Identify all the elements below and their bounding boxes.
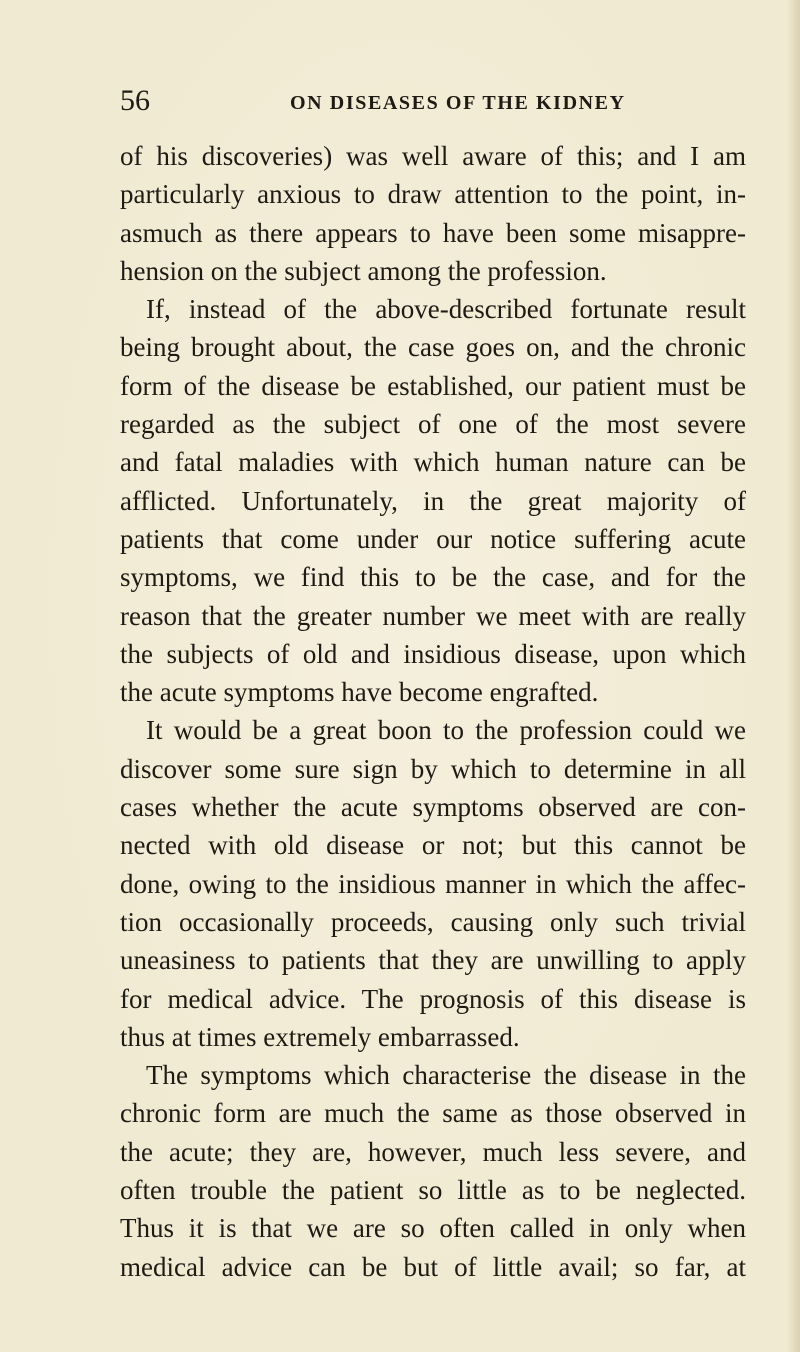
- text-line: hension on the subject among the profession.: [120, 255, 607, 286]
- text-line: for medical advice. The prognosis of this disease is: [120, 983, 746, 1014]
- page-header: [120, 86, 746, 116]
- text-line: discover some sure sign by which to determine in all: [120, 753, 746, 784]
- page-number: 56: [120, 84, 150, 117]
- text-line: patients that come under our notice suffering acute: [120, 523, 746, 554]
- running-head: ON DISEASES OF THE KIDNEY: [290, 92, 626, 114]
- text-line: It would be a great boon to the profession could we: [146, 715, 746, 746]
- text-line: symptoms, we find this to be the case, and for the: [120, 562, 746, 593]
- text-line: the subjects of old and insidious disease, upon which: [120, 638, 746, 669]
- text-line: nected with old disease or not; but this cannot be: [120, 830, 746, 861]
- text-line: the acute symptoms have become engrafted.: [120, 677, 599, 708]
- text-line: often trouble the patient so little as to be neglected.: [120, 1175, 746, 1206]
- text-line: done, owing to the insidious manner in which the affec-: [120, 868, 746, 899]
- text-line: particularly anxious to draw attention to the point, in-: [120, 179, 746, 210]
- page-edge-shadow: [786, 0, 800, 1352]
- text-line: tion occasionally proceeds, causing only such trivial: [120, 906, 746, 937]
- text-line: afflicted. Unfortunately, in the great majority of: [120, 485, 746, 516]
- text-line: the acute; they are, however, much less severe, and: [120, 1136, 746, 1167]
- text-line: and fatal maladies with which human nature can be: [120, 447, 746, 478]
- body-text: [120, 137, 746, 1286]
- text-line: thus at times extremely embarrassed.: [120, 1021, 520, 1052]
- text-line: being brought about, the case goes on, and the chronic: [120, 332, 746, 363]
- text-line: asmuch as there appears to have been some misappre-: [120, 217, 746, 248]
- text-line: medical advice can be but of little avail; so far, at: [120, 1251, 746, 1282]
- text-line: of his discoveries) was well aware of this; and I am: [120, 141, 746, 171]
- text-line: uneasiness to patients that they are unwilling to apply: [120, 945, 746, 976]
- text-line: If, instead of the above-described fortunate result: [146, 294, 746, 325]
- text-line: Thus it is that we are so often called in only when: [120, 1213, 746, 1244]
- text-line: chronic form are much the same as those observed in: [120, 1098, 746, 1129]
- text-line: regarded as the subject of one of the most severe: [120, 409, 746, 440]
- text-line: form of the disease be established, our patient must be: [120, 370, 746, 401]
- text-line: reason that the greater number we meet with are really: [120, 600, 746, 631]
- text-line: cases whether the acute symptoms observed are con-: [120, 792, 746, 823]
- text-line: The symptoms which characterise the disease in the: [146, 1060, 746, 1091]
